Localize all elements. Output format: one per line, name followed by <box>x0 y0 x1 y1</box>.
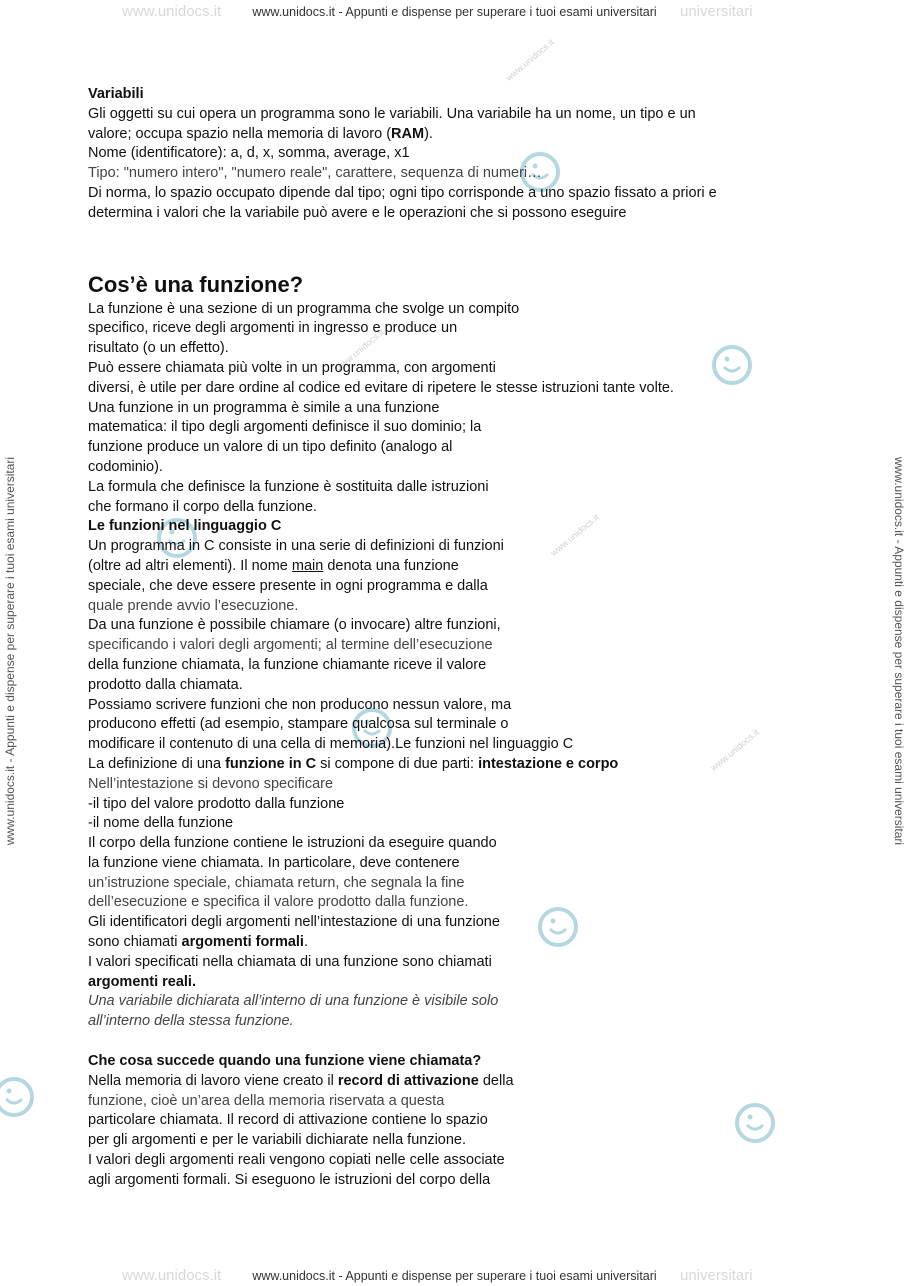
paragraph-line: risultato (o un effetto). <box>88 340 229 357</box>
paragraph-line: Tipo: "numero intero", "numero reale", carattere, sequenza di numeri… <box>88 165 542 182</box>
watermark-text: www.unidocs.it <box>333 327 386 373</box>
footer-banner-text: www.unidocs.it - Appunti e dispense per superare i tuoi esami universitari <box>252 1269 657 1283</box>
paragraph-line: modificare il contenuto di una cella di memoria).Le funzioni nel linguaggio C <box>88 736 574 753</box>
header-ghost-left: www.unidocs.it <box>122 3 222 20</box>
paragraph-line: un’istruzione speciale, chiamata return, che segnala la fine <box>88 874 465 891</box>
watermark-text: www.unidocs.it <box>548 512 601 558</box>
paragraph-line: diversi, è utile per dare ordine al codice ed evitare di ripetere le stesse istruzioni tante volte. <box>88 379 674 396</box>
paragraph-line: -il nome della funzione <box>88 815 234 832</box>
paragraph-line: agli argomenti formali. Si eseguono le istruzioni del corpo della <box>88 1171 491 1188</box>
paragraph-line: prodotto dalla chiamata. <box>88 676 243 693</box>
paragraph-line: La definizione di una funzione in C si compone di due parti: intestazione e corpo <box>88 755 619 772</box>
paragraph-line: specifico, riceve degli argomenti in ingresso e produce un <box>88 320 458 337</box>
header-banner-text: www.unidocs.it - Appunti e dispense per superare i tuoi esami universitari <box>252 5 657 19</box>
right-side-banner: www.unidocs.it - Appunti e dispense per superare i tuoi esami universitari <box>892 456 906 846</box>
paragraph-line: I valori degli argomenti reali vengono copiati nelle celle associate <box>88 1152 505 1169</box>
paragraph-line: Da una funzione è possibile chiamare (o invocare) altre funzioni, <box>88 617 501 634</box>
footer-banner <box>0 1268 909 1284</box>
footer-ghost-left: www.unidocs.it <box>122 1267 222 1284</box>
paragraph-line: funzione, cioè un’area della memoria riservata a questa <box>88 1092 445 1109</box>
header-banner <box>0 4 909 20</box>
paragraph-line: Può essere chiamata più volte in un programma, con argomenti <box>88 359 496 376</box>
footer-ghost-right: universitari <box>680 1267 753 1284</box>
paragraph-line: Gli oggetti su cui opera un programma sono le variabili. Una variabile ha un nome, un tipo e un <box>88 105 696 122</box>
subheading-linguaggio-c: Le funzioni nel linguaggio C <box>88 518 282 535</box>
paragraph-line: producono effetti (ad esempio, stampare qualcosa sul terminale o <box>88 716 509 733</box>
section-heading-funzione: Cos’è una funzione? <box>88 271 304 297</box>
paragraph-line: Nome (identificatore): a, d, x, somma, average, x1 <box>88 145 410 162</box>
paragraph-line: speciale, che deve essere presente in ogni programma e dalla <box>88 577 488 594</box>
paragraph-line: quale prende avvio l’esecuzione. <box>88 597 299 614</box>
paragraph-line: Un programma in C consiste in una serie di definizioni di funzioni <box>88 538 504 555</box>
paragraph-line: (oltre ad altri elementi). Il nome main denota una funzione <box>88 557 459 574</box>
paragraph-line: La funzione è una sezione di un programma che svolge un compito <box>88 300 520 317</box>
paragraph-line: Una variabile dichiarata all’interno di una funzione è visibile solo <box>88 993 499 1010</box>
paragraph-line: particolare chiamata. Il record di attivazione contiene lo spazio <box>88 1112 488 1129</box>
watermark-logo-icon <box>0 1075 36 1119</box>
document-body <box>88 85 848 1191</box>
paragraph-line: Possiamo scrivere funzioni che non producono nessun valore, ma <box>88 696 512 713</box>
paragraph-line: argomenti reali. <box>88 973 196 990</box>
watermark-text: www.unidocs.it <box>503 37 556 83</box>
paragraph-line: matematica: il tipo degli argomenti definisce il suo dominio; la <box>88 419 482 436</box>
main-keyword: main <box>291 557 324 574</box>
paragraph-line: sono chiamati argomenti formali. <box>88 934 308 951</box>
paragraph-line: Nella memoria di lavoro viene creato il record di attivazione della <box>88 1072 514 1089</box>
paragraph-line: funzione produce un valore di un tipo definito (analogo al <box>88 439 453 456</box>
paragraph-line: specificando i valori degli argomenti; al termine dell’esecuzione <box>88 637 493 654</box>
paragraph-line: della funzione chiamata, la funzione chiamante riceve il valore <box>88 656 487 673</box>
watermark-text: www.unidocs.it <box>708 727 761 773</box>
paragraph-line: Il corpo della funzione contiene le istruzioni da eseguire quando <box>88 835 497 852</box>
paragraph-line: dell’esecuzione e specifica il valore prodotto dalla funzione. <box>88 894 469 911</box>
section-title-chiamata: Che cosa succede quando una funzione viene chiamata? <box>88 1053 482 1070</box>
paragraph-line: per gli argomenti e per le variabili dichiarate nella funzione. <box>88 1132 467 1149</box>
paragraph-line: che formano il corpo della funzione. <box>88 498 317 515</box>
paragraph-line: I valori specificati nella chiamata di una funzione sono chiamati <box>88 953 492 970</box>
header-ghost-right: universitari <box>680 3 753 20</box>
paragraph-line: all’interno della stessa funzione. <box>88 1013 294 1030</box>
paragraph-line: La formula che definisce la funzione è sostituita dalle istruzioni <box>88 478 489 495</box>
paragraph-line: -il tipo del valore prodotto dalla funzione <box>88 795 345 812</box>
left-side-banner: www.unidocs.it - Appunti e dispense per superare i tuoi esami universitari <box>3 456 17 846</box>
paragraph-line: codominio). <box>88 458 163 475</box>
paragraph-line: Gli identificatori degli argomenti nell’intestazione di una funzione <box>88 914 500 931</box>
paragraph-line: Nell’intestazione si devono specificare <box>88 775 334 792</box>
section-title-variabili: Variabili <box>88 86 144 102</box>
paragraph-line: la funzione viene chiamata. In particolare, deve contenere <box>88 854 460 871</box>
paragraph-line: Di norma, lo spazio occupato dipende dal tipo; ogni tipo corrisponde a uno spazio fissato a priori e <box>88 184 717 201</box>
paragraph-line: determina i valori che la variabile può avere e le operazioni che si possono eseguire <box>88 204 627 221</box>
paragraph-line: valore; occupa spazio nella memoria di lavoro (RAM). <box>88 125 433 142</box>
paragraph-line: Una funzione in un programma è simile a una funzione <box>88 399 440 416</box>
